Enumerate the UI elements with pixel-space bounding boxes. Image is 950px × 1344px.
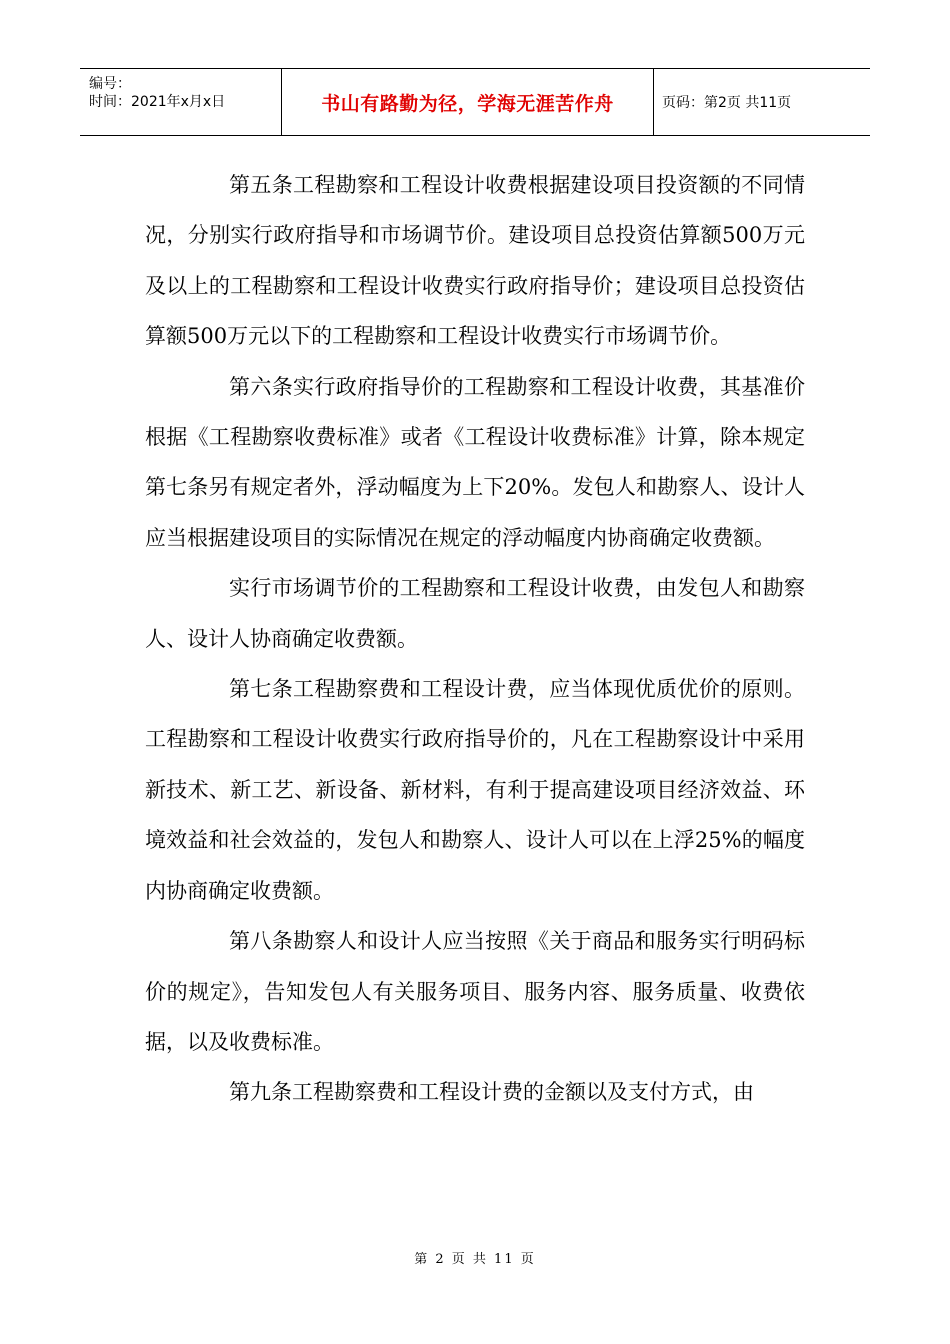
- page-footer: 第 2 页 共 11 页: [414, 1252, 536, 1267]
- document-body: [145, 160, 805, 1118]
- paragraph-market-price: 实行市场调节价的工程勘察和工程设计收费，由发包人和勘察人、设计人协商确定收费额。: [145, 576, 805, 651]
- paragraph-article-9: 第九条工程勘察费和工程设计费的金额以及支付方式，由: [229, 1080, 754, 1105]
- paragraph-article-8: 第八条勘察人和设计人应当按照《关于商品和服务实行明码标价的规定》，告知发包人有关服务项目、服务内容、服务质量、收费依据，以及收费标准。: [145, 929, 805, 1054]
- document-number-label: 编号：: [89, 76, 131, 92]
- header-page-info: 页码：第2页 共11页: [662, 95, 792, 111]
- header-motto: 书山有路勤为径，学海无涯苦作舟: [321, 92, 614, 115]
- document-time-label: 时间：2021年x月x日: [89, 94, 226, 110]
- header-motto-cell: [282, 69, 654, 135]
- paragraph-article-6: 第六条实行政府指导价的工程勘察和工程设计收费，其基准价根据《工程勘察收费标准》或者《工程设计收费标准》计算，除本规定第七条另有规定者外，浮动幅度为上下20%。发包人和勘察人、设计人应当根据建设项目的实际情况在规定的浮动幅度内协商确定收费额。: [145, 374, 805, 550]
- header-meta-cell: [80, 69, 282, 135]
- header-table: [80, 68, 870, 136]
- paragraph-article-5: 第五条工程勘察和工程设计收费根据建设项目投资额的不同情况，分别实行政府指导和市场调节价。建设项目总投资估算额500万元及以上的工程勘察和工程设计收费实行政府指导价；建设项目总投资估算额500万元以下的工程勘察和工程设计收费实行市场调节价。: [145, 173, 805, 349]
- header-page-cell: [654, 69, 870, 135]
- paragraph-article-7: 第七条工程勘察费和工程设计费，应当体现优质优价的原则。工程勘察和工程设计收费实行政府指导价的，凡在工程勘察设计中采用新技术、新工艺、新设备、新材料，有利于提高建设项目经济效益、环境效益和社会效益的，发包人和勘察人、设计人可以在上浮25%的幅度内协商确定收费额。: [145, 677, 805, 903]
